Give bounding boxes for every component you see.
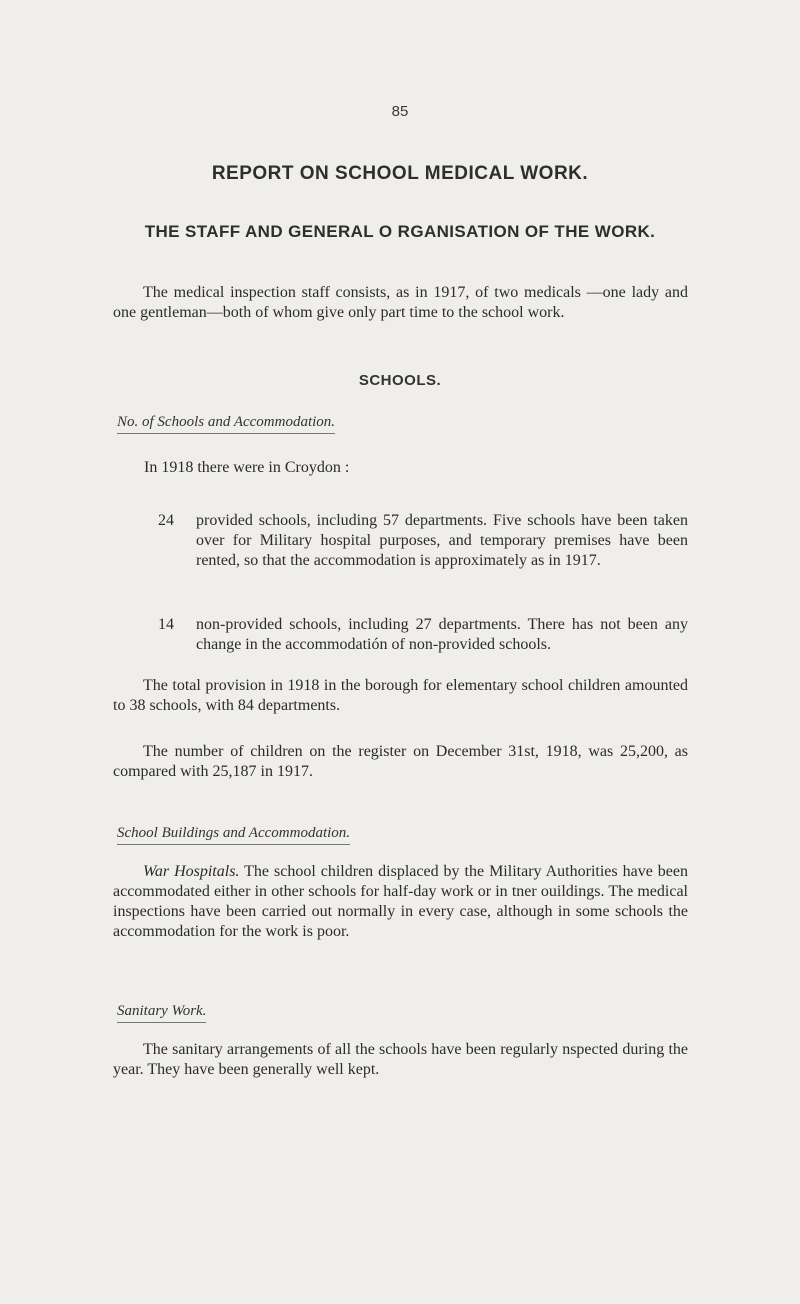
register-paragraph: The number of children on the register on December 31st, 1918, was 25,200, as compared with 25,187 in 1917. [113,743,688,780]
sanitary-paragraph: The sanitary arrangements of all the schools have been regularly nspected during the year. They have been generally well kept. [113,1041,688,1078]
report-title: REPORT ON SCHOOL MEDICAL WORK. [211,163,589,184]
list-item-non-provided-schools [158,615,688,655]
section-title-staff-organisation: THE STAFF AND GENERAL O RGANISATION OF THE WORK. [144,222,656,241]
list-item-text: provided schools, including 57 departments. Five schools have been taken over for Military hospital purposes, and temporary premises have been rented, so that the accommodation is approximately as in 1917. [196,512,688,569]
staff-paragraph: The medical inspection staff consists, as in 1917, of two medicals —one lady and one gentleman—both of whom give only part time to the school work. [113,284,688,321]
sanitary-subheading: Sanitary Work. [117,1003,206,1023]
accommodation-subheading: No. of Schools and Accommodation. [117,414,335,434]
buildings-subheading: School Buildings and Accommodation. [117,825,350,845]
total-provision-paragraph: The total provision in 1918 in the borough for elementary school children amounted to 38 schools, with 84 departments. [113,677,688,714]
list-item-number: 24 [158,512,174,529]
list-item-provided-schools [158,511,688,571]
war-hospitals-paragraph [113,862,688,942]
schools-heading: SCHOOLS. [358,372,442,389]
war-hospitals-lead: War Hospitals. [143,863,240,880]
list-item-text: non-provided schools, including 27 departments. There has not been any change in the accommodatión of non-provided schools. [196,616,688,653]
war-hospitals-text: The school children displaced by the Military Authorities have been accommodated either in other schools for half-day work or in tner ouildings. The medical inspections have been carried out normally in every case, although in some schools the accommodation for the work is poor. [113,863,688,940]
croydon-intro: In 1918 there were in Croydon : [144,459,350,476]
page-number: 85 [391,103,409,120]
list-item-number: 14 [158,616,174,633]
